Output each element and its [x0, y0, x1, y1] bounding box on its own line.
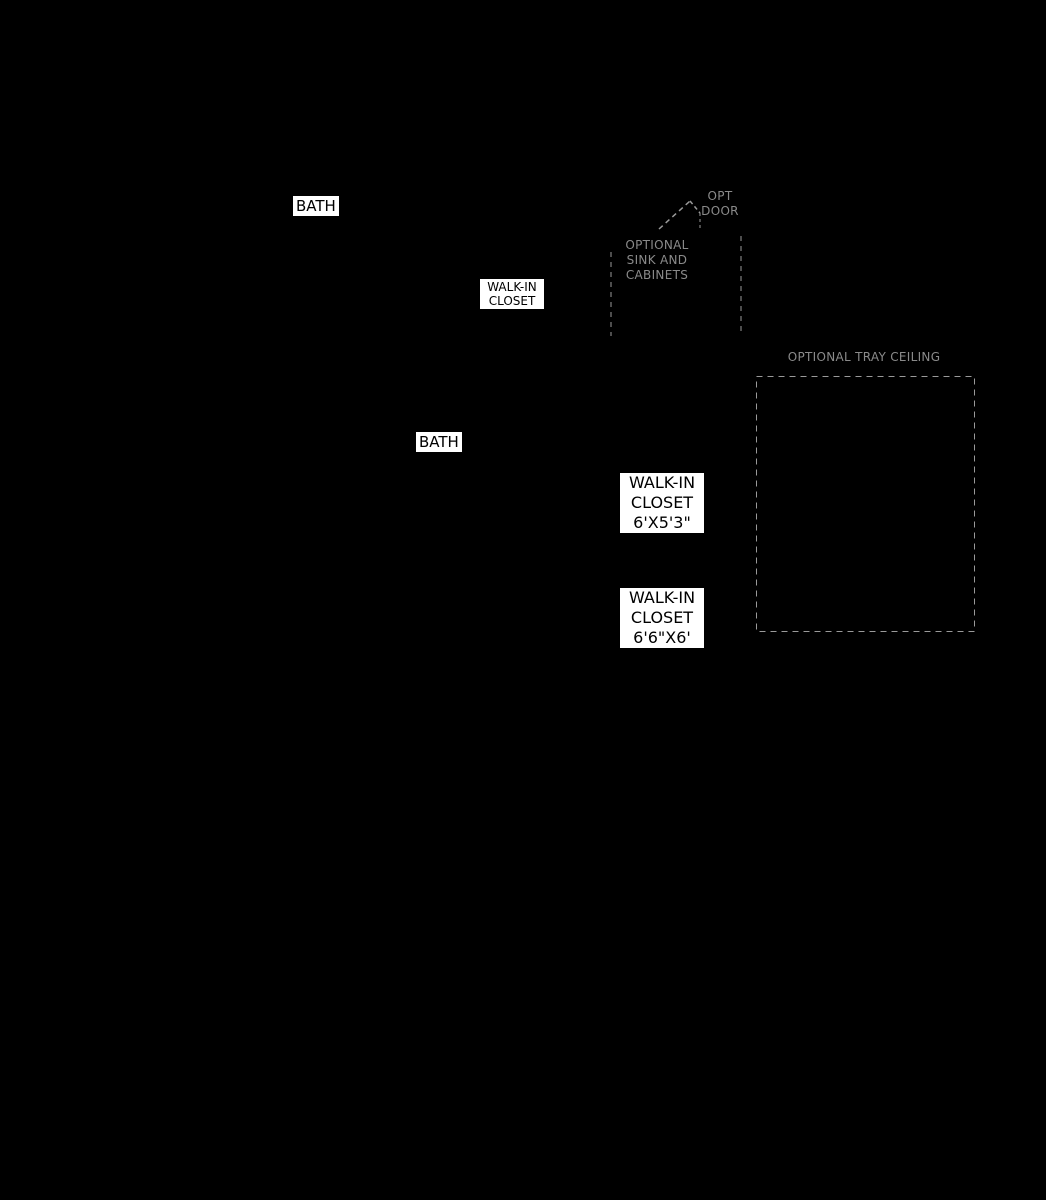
opt-door-note: OPT DOOR: [701, 189, 739, 218]
walk-in-closet-a-label: WALK-IN CLOSET 6'X5'3": [620, 473, 704, 533]
optional-sink-note: OPTIONAL SINK AND CABINETS: [625, 238, 689, 282]
bath-upper-label: BATH: [293, 196, 339, 216]
walk-in-closet-b-label: WALK-IN CLOSET 6'6"X6': [620, 588, 704, 648]
optional-tray-ceiling-note: OPTIONAL TRAY CEILING: [787, 350, 941, 364]
bath-lower-label: BATH: [416, 432, 462, 452]
walk-in-closet-upper-label: WALK-IN CLOSET: [480, 279, 544, 309]
opt-door-swing: [659, 201, 690, 229]
optional-tray-ceiling-outline: [757, 377, 975, 632]
